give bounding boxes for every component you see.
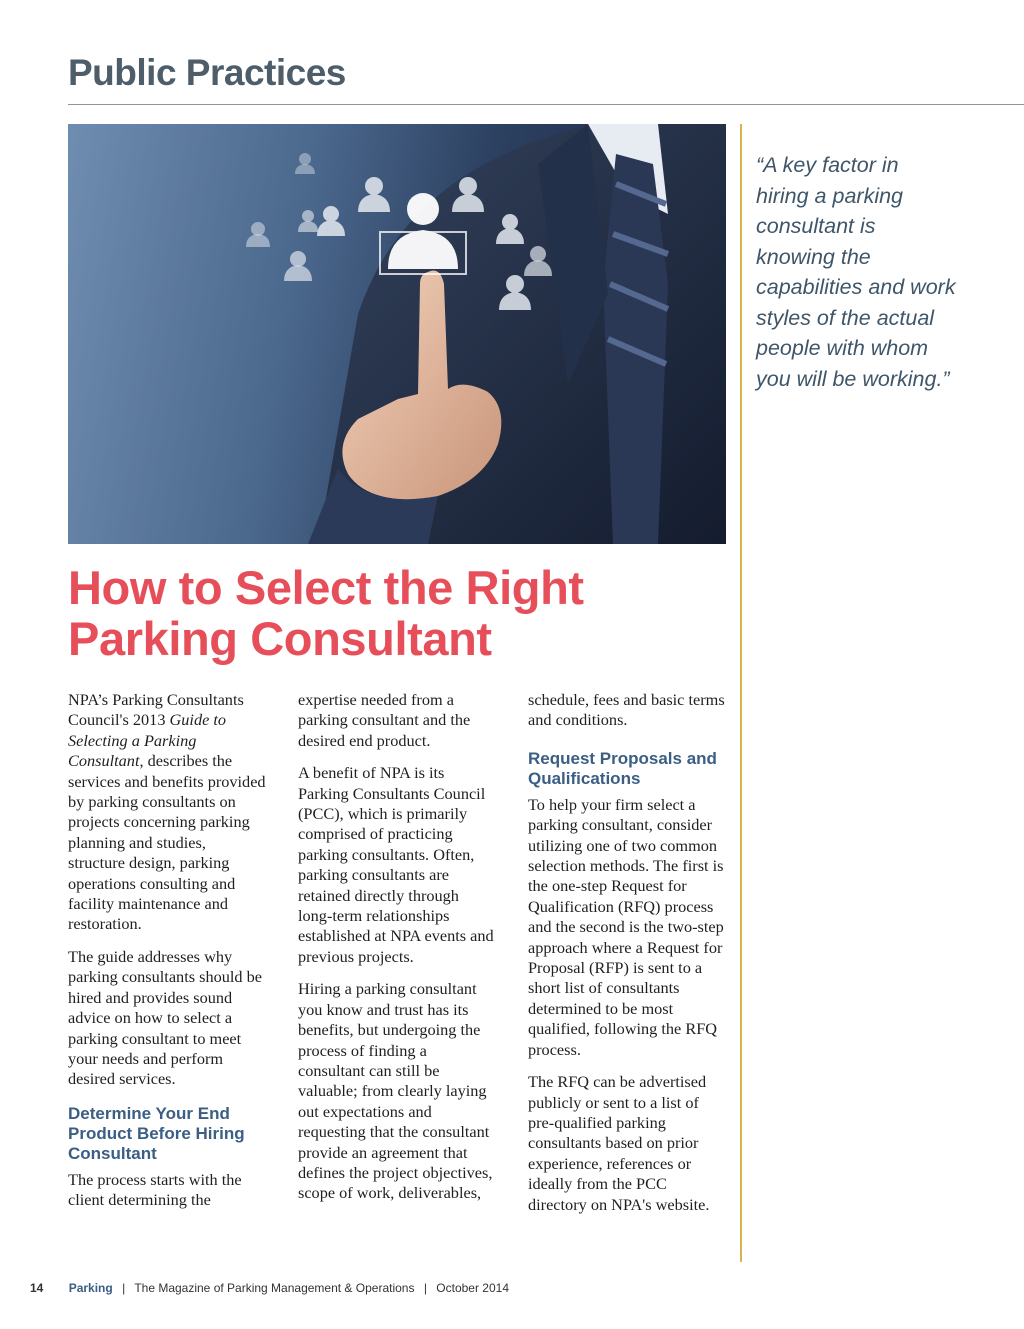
magazine-name: The Magazine of Parking Management & Operations [134, 1281, 415, 1295]
paragraph: The process starts with the client determining the [68, 1169, 242, 1210]
column-divider [740, 124, 742, 1262]
headline-line-2: Parking Consultant [68, 612, 492, 665]
paragraph: To help your firm select a parking consultant, consider utilizing one of two common selection methods. The first is the one-step Request for Qualification (RFQ) process and the second is the two-step approach where a Request for Proposal (RFP) is sent to a short list of consultants determined to be most qualified, following the RFQ process. [528, 794, 724, 1059]
footer-separator: | [423, 1281, 427, 1295]
article-column-1 [68, 690, 266, 1223]
article-column-2 [298, 690, 496, 1216]
paragraph: schedule, fees and basic terms and conditions. [528, 690, 725, 730]
subhead-request-proposals: Request Proposals and Qualifications [528, 748, 717, 788]
paragraph: The guide addresses why parking consultants should be hired and provides sound advice on how to select a parking consultant to meet your needs and perform desired services. [68, 946, 262, 1089]
page-number: 14 [30, 1281, 44, 1295]
paragraph: The RFQ can be advertised publicly or sent to a list of pre-qualified parking consultants based on prior experience, references or ideally from the PCC directory on NPA's website. [528, 1072, 710, 1214]
headline-line-1: How to Select the Right [68, 561, 584, 614]
hero-photo [68, 124, 726, 544]
magazine-brand: Parking [68, 1281, 113, 1295]
footer-separator: | [122, 1281, 126, 1295]
page-footer [30, 1281, 509, 1295]
paragraph: NPA’s Parking Consultants Council's 2013 Guide to Selecting a Parking Consultant, describes the services and benefits provided by parking consultants on projects concerning parking planning and studies, structure design, parking operations consulting and facility maintenance and restoration. [68, 690, 266, 934]
businessman-illustration [68, 124, 726, 544]
subhead-determine-end-product: Determine Your End Product Before Hiring Consultant [68, 1103, 245, 1163]
section-title: Public Practices [68, 52, 346, 93]
pull-quote: “A key factor in hiring a parking consultant is knowing the capabilities and work styles of the actual people with whom you will be working.” [756, 153, 956, 391]
paragraph: Hiring a parking consultant you know and trust has its benefits, but undergoing the process of finding a consultant can still be valuable; from clearly laying out expectations and requesting that the consultant provide an agreement that defines the project objectives, scope of work, deliverables, [298, 979, 493, 1203]
paragraph: expertise needed from a parking consultant and the desired end product. [298, 690, 471, 750]
header-rule [68, 104, 1024, 105]
issue-date: October 2014 [436, 1281, 509, 1295]
guide-title: Guide to Selecting a Parking Consultant [68, 710, 227, 771]
article-headline [68, 562, 728, 664]
paragraph: A benefit of NPA is its Parking Consultants Council (PCC), which is primarily comprised of practicing parking consultants. Often, parking consultants are retained directly through long-term relationships established at NPA events and previous projects. [298, 763, 494, 966]
article-column-3 [528, 690, 726, 1227]
